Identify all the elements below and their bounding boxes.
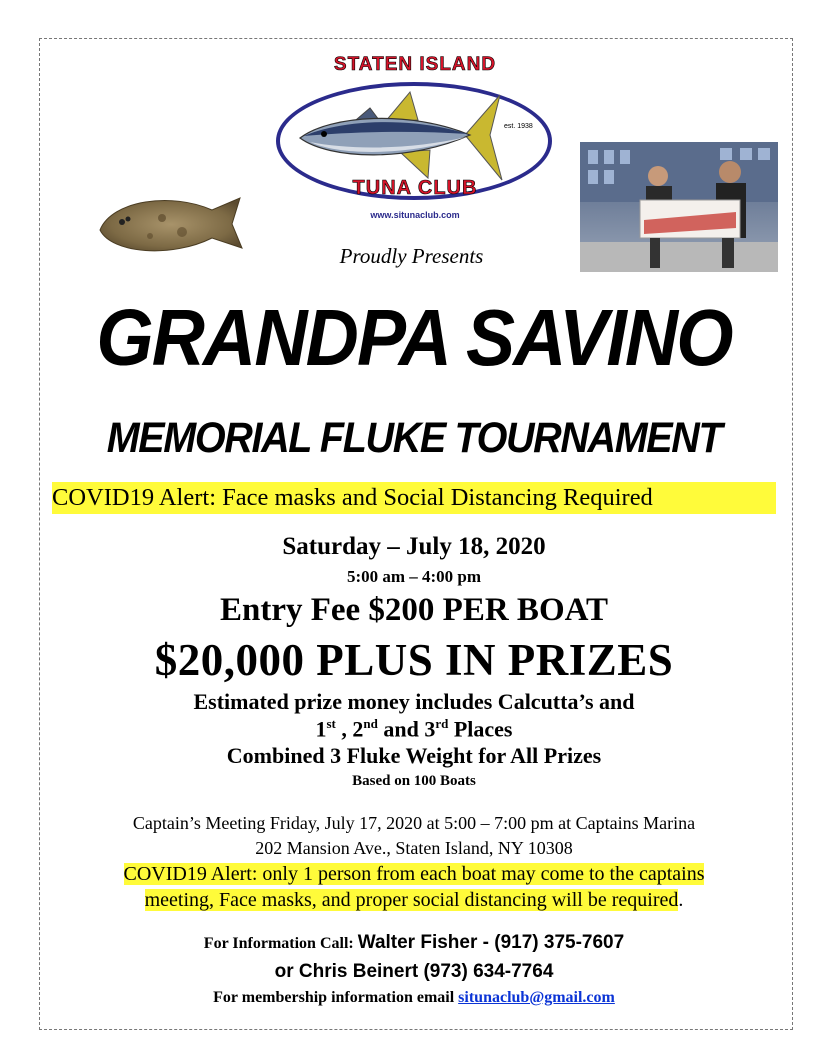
title-line-2: MEMORIAL FLUKE TOURNAMENT [106, 414, 722, 462]
covid-alert-banner: COVID19 Alert: Face masks and Social Distancing Required [52, 482, 776, 514]
prize-total: $20,000 PLUS IN PRIZES [154, 635, 674, 685]
captains-meeting-text: Captain’s Meeting Friday, July 17, 2020 at 5:00 – 7:00 pm at Captains Marina [132, 813, 696, 833]
membership-line: For membership information email situnaclub@gmail.com [213, 989, 615, 1006]
places-text: 1st , 2nd and 3rd Places [315, 716, 513, 742]
contact-walter: Walter Fisher - (917) 375-7607 [357, 932, 625, 953]
logo-bottom-text: TUNA CLUB [352, 177, 478, 199]
contact-chris: or Chris Beinert (973) 634-7764 [274, 961, 554, 982]
logo-est-text: est. 1938 [504, 123, 533, 130]
covid-alert-meeting: COVID19 Alert: only 1 person from each boat may come to the captains meeting, Face masks, and proper social distancing will be required. [123, 863, 705, 911]
membership-email-link[interactable]: situnaclub@gmail.com [458, 989, 615, 1006]
marina-address: 202 Mansion Ave., Staten Island, NY 10308 [255, 838, 573, 858]
title-line-1: GRANDPA SAVINO [96, 293, 732, 382]
info-call-line: For Information Call: Walter Fisher - (917) 375-7607 [203, 932, 625, 953]
event-date: Saturday – July 18, 2020 [282, 533, 546, 560]
combined-weight-text: Combined 3 Fluke Weight for All Prizes [226, 743, 602, 768]
tuna-icon [290, 80, 510, 190]
based-on-text: Based on 100 Boats [352, 773, 476, 789]
event-time: 5:00 am – 4:00 pm [346, 567, 482, 586]
estimated-prize-text: Estimated prize money includes Calcutta’s and [193, 689, 635, 714]
club-logo [270, 50, 560, 230]
logo-top-text: STATEN ISLAND [333, 54, 497, 75]
logo-url-text: www.situnaclub.com [370, 210, 460, 220]
proudly-presents: Proudly Presents [339, 244, 484, 268]
entry-fee: Entry Fee $200 PER BOAT [219, 592, 609, 628]
